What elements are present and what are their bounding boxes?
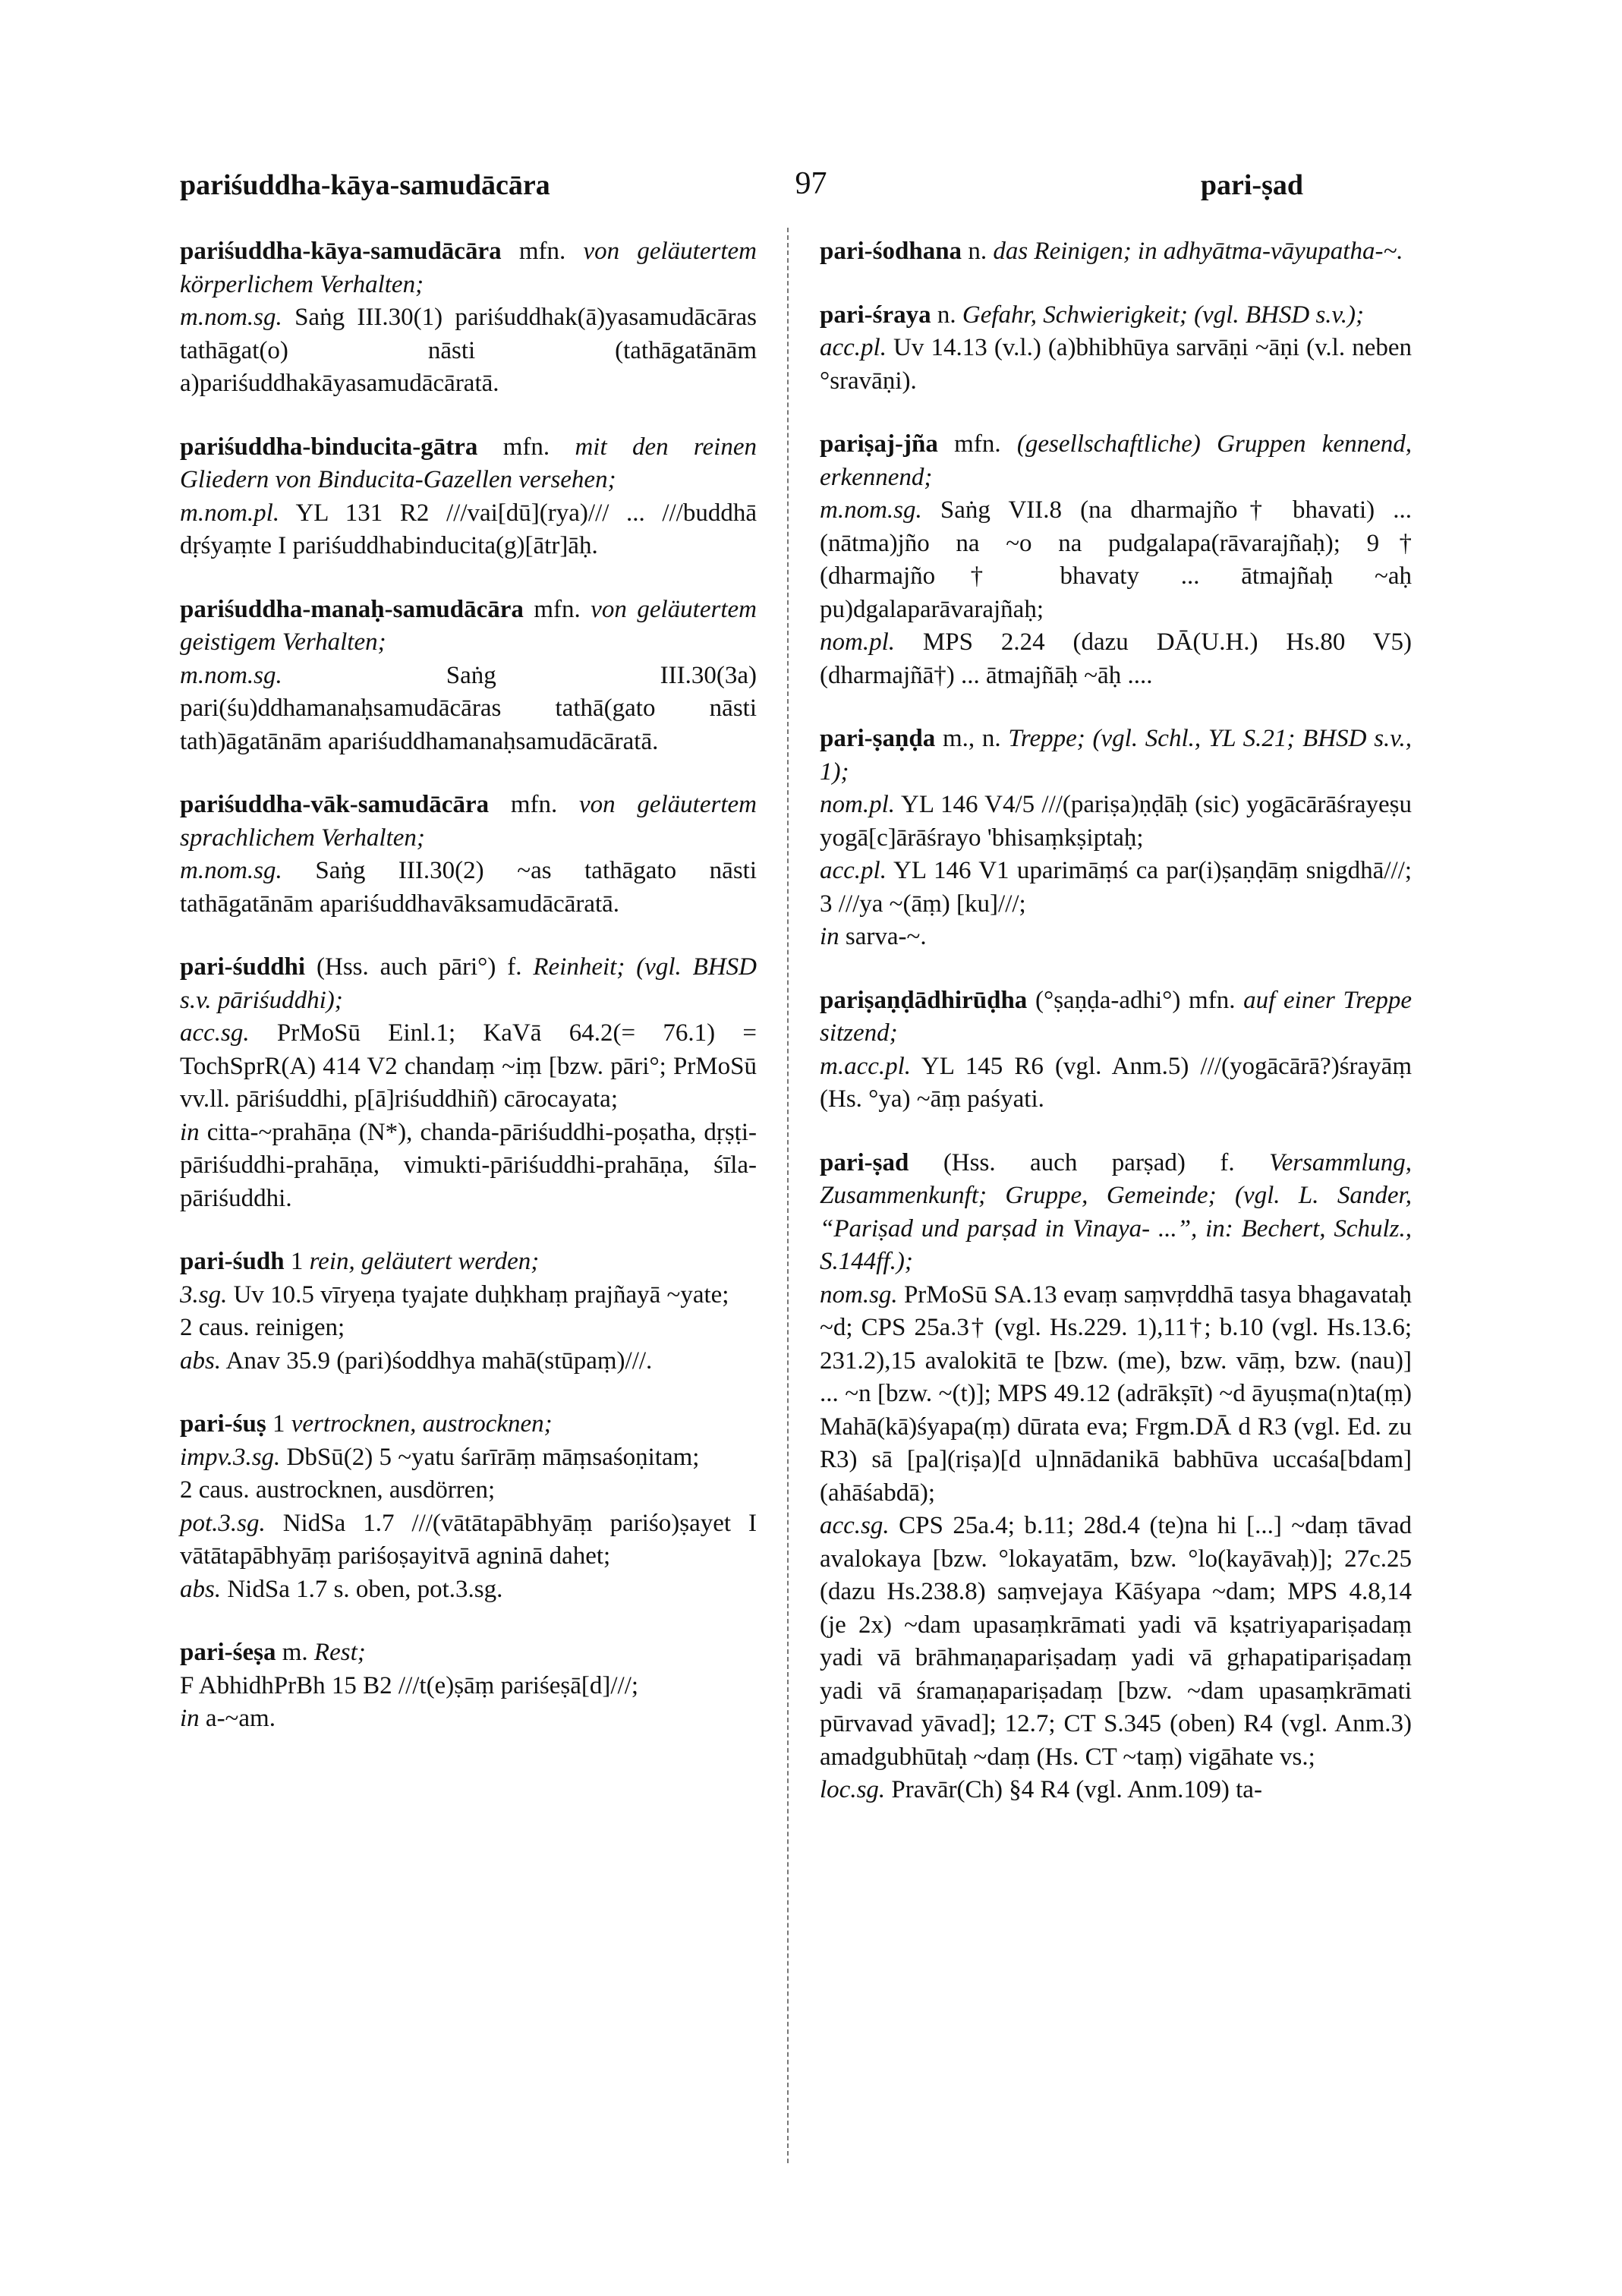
entry-lemma: pariśuddha-kāya-samudācāra <box>180 238 502 265</box>
entry-head <box>820 299 1412 332</box>
citation-line <box>180 855 757 921</box>
grammar-form: m.nom.sg. <box>820 496 922 524</box>
entry-head <box>180 789 757 855</box>
entry-grammar-head: 1 <box>284 1248 310 1275</box>
entry-grammar-head: n. <box>931 301 962 329</box>
dictionary-entry <box>820 723 1412 954</box>
entry-grammar-head: mfn. <box>489 791 579 818</box>
dictionary-entry <box>820 299 1412 398</box>
entry-sense: von geläutertem körperlichem Verhalten; <box>180 238 757 298</box>
grammar-form: acc.pl. <box>820 857 887 884</box>
entry-lemma: pari-śudh <box>180 1248 285 1275</box>
citation-text: NidSa 1.7 s. oben, pot.3.sg. <box>221 1575 503 1603</box>
citation-text: PrMoSū Einl.1; KaVā 64.2(= 76.1) = TochSprR(A) 414 V2 chandaṃ ~iṃ [bzw. pāri°; PrMoSū vv.ll. pāriśuddhi, p[ā]riśuddhiñ) cārocayata; <box>180 1019 757 1113</box>
citation-text: Uv 10.5 vīryeṇa tyajate duḥkhaṃ prajñayā ~yate; <box>227 1280 729 1309</box>
citation-line <box>820 855 1412 921</box>
dictionary-entry <box>180 951 757 1215</box>
entry-grammar-head: mfn. <box>523 595 591 623</box>
entry-sense: von geläutertem geistigem Verhalten; <box>180 595 757 656</box>
entry-grammar-head: (Hss. auch parṣad) f. <box>909 1148 1270 1176</box>
page-number: 97 <box>795 166 827 201</box>
citation-line <box>180 1474 757 1507</box>
citation-line <box>820 789 1412 855</box>
entry-sense: rein, geläutert werden; <box>309 1248 540 1275</box>
citation-text: F AbhidhPrBh 15 B2 ///t(e)ṣāṃ pariśeṣā[d]///; <box>180 1671 639 1699</box>
entry-grammar-head: mfn. <box>937 430 1017 458</box>
entry-head <box>820 984 1412 1050</box>
entry-head <box>820 723 1412 789</box>
entry-grammar-head: mfn. <box>477 433 575 461</box>
grammar-form: m.nom.pl. <box>180 499 280 527</box>
grammar-form: pot.3.sg. <box>180 1509 266 1537</box>
grammar-form: nom.pl. <box>820 628 895 656</box>
grammar-form: 3.sg. <box>180 1280 228 1309</box>
entry-sense: Versammlung, Zusammenkunft; Gruppe, Gemeinde; (vgl. L. Sander, “Pariṣad und parṣad in Vinaya- ...”, in: Bechert, Schulz., S.144ff.); <box>820 1148 1412 1275</box>
entry-head <box>180 1636 757 1670</box>
entry-lemma: pari-śuṣ <box>180 1410 266 1438</box>
entry-sense: das Reinigen; in adhyātma-vāyupatha-~. <box>993 238 1403 265</box>
citation-line <box>820 921 1412 954</box>
entry-lemma: pari-śeṣa <box>180 1639 276 1666</box>
entry-sense: mit den reinen Gliedern von Binducita-Gazellen versehen; <box>180 433 757 493</box>
entry-lemma: pari-śraya <box>820 301 931 329</box>
citation-line <box>820 1279 1412 1510</box>
citation-line <box>820 1510 1412 1774</box>
grammar-form: m.nom.sg. <box>180 304 282 331</box>
citation-line <box>180 660 757 759</box>
grammar-form: acc.pl. <box>820 334 887 361</box>
citation-text: YL 146 V1 uparimāṃś ca par(i)ṣaṇḍāṃ snigdhā///; 3 ///ya ~(āṃ) [ku]///; <box>820 857 1412 918</box>
running-head-left: pariśuddha-kāya-samudācāra <box>180 169 550 201</box>
entry-grammar-head: (°ṣaṇḍa-adhi°) mfn. <box>1027 986 1244 1014</box>
grammar-form: impv.3.sg. <box>180 1443 281 1471</box>
entry-sense: auf einer Treppe sitzend; <box>820 986 1412 1047</box>
citation-line <box>180 1702 757 1736</box>
entry-lemma: pari-śuddhi <box>180 953 306 981</box>
dictionary-entry <box>820 984 1412 1117</box>
citation-text: YL 131 R2 ///vai[dū](rya)/// ... ///buddhā dṛśyaṃte I pariśuddhabinducita(g)[ātr]āḥ. <box>180 499 757 559</box>
entry-sense: Gefahr, Schwierigkeit; (vgl. BHSD s.v.); <box>962 301 1364 329</box>
entry-lemma: pari-śodhana <box>820 238 962 265</box>
grammar-form: acc.sg. <box>820 1512 890 1539</box>
entry-head <box>820 235 1412 269</box>
citation-line <box>820 1050 1412 1117</box>
entry-head <box>180 951 757 1017</box>
grammar-form: loc.sg. <box>820 1776 886 1803</box>
left-column <box>180 235 757 1766</box>
dictionary-entry <box>180 1636 757 1736</box>
grammar-form: in <box>820 923 839 950</box>
grammar-form: abs. <box>180 1575 222 1603</box>
entry-lemma: pariṣaṇḍādhirūḍha <box>820 986 1028 1014</box>
citation-text: 2 caus. austrocknen, ausdörren; <box>180 1476 496 1504</box>
dictionary-entry <box>180 1408 757 1606</box>
dictionary-entry <box>820 1147 1412 1807</box>
citation-line <box>180 1345 757 1378</box>
dictionary-entry <box>180 431 757 563</box>
citation-line <box>180 1441 757 1475</box>
citation-text: NidSa 1.7 ///(vātātapābhyāṃ pariśo)ṣayet I vātātapābhyāṃ pariśoṣayitvā agninā dahet; <box>180 1509 757 1570</box>
entry-lemma: pari-ṣad <box>820 1148 909 1176</box>
citation-line <box>180 1279 757 1312</box>
citation-line <box>820 494 1412 626</box>
entry-head <box>180 594 757 660</box>
citation-text: YL 146 V4/5 ///(pariṣa)ṇḍāḥ (sic) yogācārāśrayeṣu yogā[c]ārāśrayo 'bhisaṃkṣiptaḥ; <box>820 791 1412 852</box>
entry-grammar-head: n. <box>962 238 994 265</box>
grammar-form: m.nom.sg. <box>180 661 282 689</box>
citation-text: Saṅg III.30(3a) pari(śu)ddhamanaḥsamudācāras tathā(gato nāsti tath)āgatānām apariśuddhamanaḥsamudācāratā. <box>180 661 757 755</box>
entry-lemma: pari-ṣaṇḍa <box>820 725 936 752</box>
running-head-right: pari-ṣad <box>1200 169 1303 201</box>
entry-head <box>820 428 1412 494</box>
entry-lemma: pariṣaj-jña <box>820 430 938 458</box>
entry-sense: vertrocknen, austrocknen; <box>291 1410 553 1438</box>
citation-text: Saṅg III.30(2) ~as tathāgato nāsti tathāgatānām apariśuddhavāksamudācāratā. <box>180 857 757 918</box>
citation-line <box>180 1507 757 1573</box>
grammar-form: abs. <box>180 1346 222 1375</box>
citation-line <box>180 301 757 401</box>
citation-text: Saṅg VII.8 (na dharmajño† bhavati) ... (nātma)jño na ~o na pudgalapa(rāvarajñaḥ); 9† (dharmajño† bhavaty ... ātmajñaḥ ~aḥ pu)dgalaparāvarajñaḥ; <box>820 496 1412 623</box>
column-divider <box>787 228 789 2163</box>
right-column <box>820 235 1412 1838</box>
entry-sense: (gesellschaftliche) Gruppen kennend, erkennend; <box>820 430 1412 491</box>
citation-text: DbSū(2) 5 ~yatu śarīrāṃ māṃsaśoṇitam; <box>280 1443 700 1471</box>
entry-head <box>820 1147 1412 1279</box>
citation-line <box>180 1017 757 1117</box>
citation-line <box>820 626 1412 692</box>
entry-grammar-head: (Hss. auch pāri°) f. <box>305 953 534 981</box>
dictionary-entry <box>820 235 1412 269</box>
entry-sense: Treppe; (vgl. Schl., YL S.21; BHSD s.v., 1); <box>820 725 1413 786</box>
citation-text: Anav 35.9 (pari)śoddhya mahā(stūpaṃ)///. <box>221 1346 653 1375</box>
citation-text: citta-~prahāṇa (N*), chanda-pāriśuddhi-poṣatha, dṛṣṭi-pāriśuddhi-prahāṇa, vimukti-pāriśuddhi-prahāṇa, śīla-pāriśuddhi. <box>180 1118 757 1212</box>
entry-grammar-head: m., n. <box>935 725 1009 752</box>
dictionary-entry <box>180 235 757 401</box>
dictionary-entry <box>180 1246 757 1378</box>
entry-lemma: pariśuddha-binducita-gātra <box>180 433 478 461</box>
citation-line <box>820 332 1412 398</box>
entry-grammar-head: m. <box>276 1639 314 1666</box>
citation-line <box>820 1774 1412 1807</box>
citation-line <box>180 1670 757 1703</box>
citation-line <box>180 1117 757 1216</box>
entry-sense: Rest; <box>313 1639 366 1666</box>
grammar-form: m.nom.sg. <box>180 857 282 884</box>
grammar-form: nom.sg. <box>820 1280 898 1309</box>
grammar-form: in <box>180 1705 200 1732</box>
grammar-form: acc.sg. <box>180 1019 250 1047</box>
citation-text: MPS 2.24 (dazu DĀ(U.H.) Hs.80 V5) (dharmajñā†) ... ātmajñāḥ ~āḥ .... <box>820 628 1412 689</box>
citation-line <box>180 1573 757 1607</box>
entry-grammar-head: 1 <box>266 1410 291 1438</box>
citation-text: Uv 14.13 (v.l.) (a)bhibhūya sarvāṇi ~āṇi (v.l. neben °sravāṇi). <box>820 334 1412 395</box>
grammar-form: m.acc.pl. <box>820 1052 912 1080</box>
citation-line <box>180 1312 757 1345</box>
dictionary-entry <box>820 428 1412 692</box>
entry-sense: von geläutertem sprachlichem Verhalten; <box>180 791 757 852</box>
entry-lemma: pariśuddha-manaḥ-samudācāra <box>180 595 524 623</box>
citation-text: CPS 25a.4; b.11; 28d.4 (te)na hi [...] ~daṃ tāvad avalokaya [bzw. °lokayatām, bzw. °lo(kayāvaḥ)]; 27c.25 (dazu Hs.238.8) saṃvejaya Kāśyapa ~dam; MPS 4.8,14 (je 2x) ~dam upasaṃkrāmati yadi vā kṣatriyapariṣadaṃ yadi vā brāhmaṇapariṣadaṃ yadi vā gṛhapatipariṣadaṃ yadi vā śramaṇapariṣadaṃ [bzw. ~dam upasaṃkrāmati pūrvavad yāvad]; 12.7; CT S.345 (oben) R4 (vgl. Anm.3) amadgubhūtaḥ ~daṃ (Hs. CT ~taṃ) vigāhate vs.; <box>820 1512 1412 1771</box>
citation-text: sarva-~. <box>839 923 927 950</box>
entry-head <box>180 235 757 301</box>
citation-text: PrMoSū SA.13 evaṃ saṃvṛddhā tasya bhagavataḥ ~d; CPS 25a.3† (vgl. Hs.229. 1),11†; b.10 (vgl. Hs.13.6; 231.2),15 avalokitā te [bzw. (me), bzw. vāṃ, bzw. (nau)] ... ~n [bzw. ~(t)]; MPS 49.12 (adrākṣīt) ~d āyuṣma(n)ta(ṃ) Mahā(kā)śyapa(ṃ) dūrata eva; Frgm.DĀ d R3 (vgl. Ed. zu R3) sā [pa](riṣa)[d u]nnādanikā babhūva uccaśa[bdam](ahāśabdā); <box>820 1280 1412 1507</box>
entry-head <box>180 431 757 497</box>
citation-text: a-~am. <box>199 1705 276 1732</box>
entry-lemma: pariśuddha-vāk-samudācāra <box>180 791 490 818</box>
entry-head <box>180 1246 757 1279</box>
entry-sense: Reinheit; (vgl. BHSD s.v. pāriśuddhi); <box>180 953 757 1014</box>
grammar-form: nom.pl. <box>820 791 895 818</box>
entry-grammar-head: mfn. <box>501 238 584 265</box>
entry-head <box>180 1408 757 1441</box>
citation-line <box>180 497 757 563</box>
dictionary-entry <box>180 594 757 759</box>
citation-text: Saṅg III.30(1) pariśuddhak(ā)yasamudācāras tathāgat(o) nāsti (tathāgatānām a)pariśuddhakāyasamudācāratā. <box>180 304 757 397</box>
grammar-form: in <box>180 1118 200 1146</box>
citation-text: YL 145 R6 (vgl. Anm.5) ///(yogācārā?)śrayāṃ (Hs. °ya) ~āṃ paśyati. <box>820 1052 1412 1113</box>
dictionary-entry <box>180 789 757 921</box>
citation-text: Pravār(Ch) §4 R4 (vgl. Anm.109) ta- <box>885 1776 1262 1803</box>
citation-text: 2 caus. reinigen; <box>180 1314 345 1341</box>
